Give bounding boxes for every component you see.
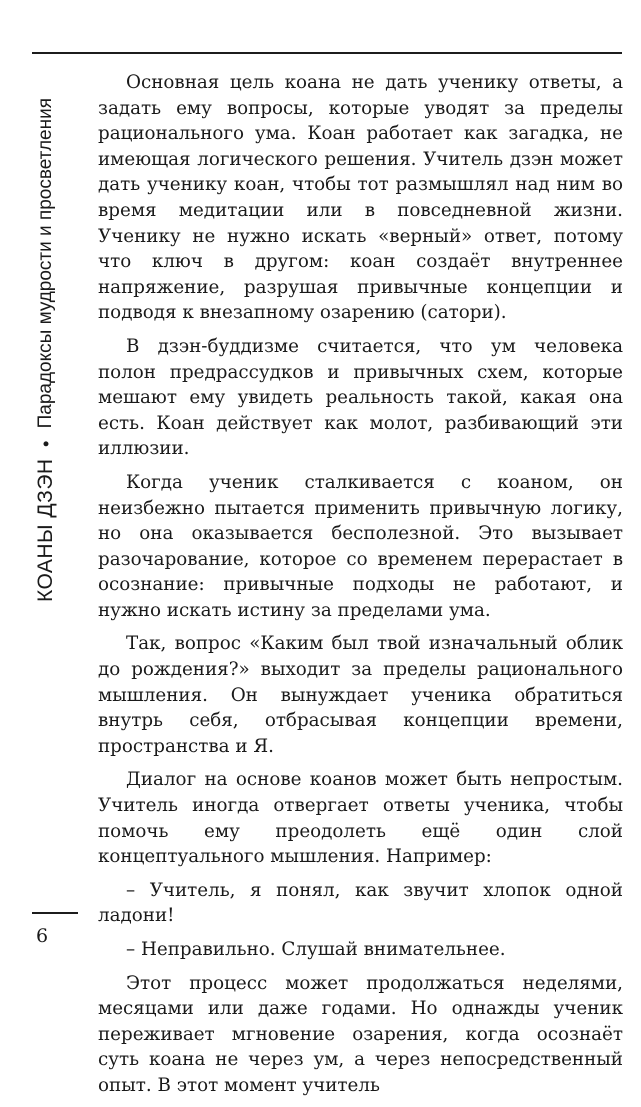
paragraph-6: Этот процесс может продолжаться неделями, месяцами или даже годами. Но однажды ученик переживает мгновение озарения, когда осознаёт суть коана не через ум, а через непосредственный опыт. В этот момент учитель bbox=[98, 972, 623, 1096]
dialogue-line-2: – Неправильно. Слушай внимательнее. bbox=[126, 939, 506, 960]
body-text bbox=[98, 70, 623, 1107]
paragraph-3: Когда ученик сталкивается с коаном, он неизбежно пытается применить привычную логику, но она оказывается бесполезной. Это вызывает разочарование, которое со временем перерастает в осознание: привычные подходы не работают, и нужно искать истину за пределами ума. bbox=[98, 471, 623, 621]
page-number-rule bbox=[32, 912, 78, 914]
paragraph-2: В дзэн-буддизме считается, что ум человека полон предрассудков и привычных схем, которые мешают ему увидеть реальность такой, какая она есть. Коан действует как молот, разбивающий эти иллюзии. bbox=[98, 335, 623, 460]
paragraph-4: Так, вопрос «Каким был твой изначальный облик до рождения?» выходит за пределы рационального мышления. Он вынуждает ученика обратиться внутрь себя, отбрасывая концепции времени, пространства и Я. bbox=[98, 633, 623, 757]
bullet-separator: • bbox=[35, 440, 56, 447]
paragraph-1: Основная цель коана не дать ученику ответы, а задать ему вопросы, которые уводят за пределы рационального ума. Коан работает как загадка, не имеющая логического решения. Учитель дзэн может дать ученику коан, чтобы тот размышлял над ним во время медитации или в повседневной жизни. Ученику не нужно искать «верный» ответ, потому что ключ в другом: коан создаёт внутреннее напряжение, разрушая привычные концепции и подводя к внезапному озарению (сатори). bbox=[98, 72, 623, 324]
dialogue-line-1: – Учитель, я понял, как звучит хлопок одной ладони! bbox=[98, 879, 623, 927]
top-rule bbox=[32, 52, 622, 54]
paragraph-5: Диалог на основе коанов может быть непростым. Учитель иногда отвергает ответы ученика, чтобы помочь ему преодолеть ещё один слой концептуального мышления. Например: bbox=[98, 769, 623, 868]
running-head bbox=[28, 70, 62, 630]
book-title: КОАНЫ ДЗЭН bbox=[33, 458, 57, 603]
running-head-text bbox=[35, 98, 56, 602]
book-subtitle: Парадоксы мудрости и просветления bbox=[34, 97, 56, 429]
page-number: 6 bbox=[36, 925, 49, 947]
